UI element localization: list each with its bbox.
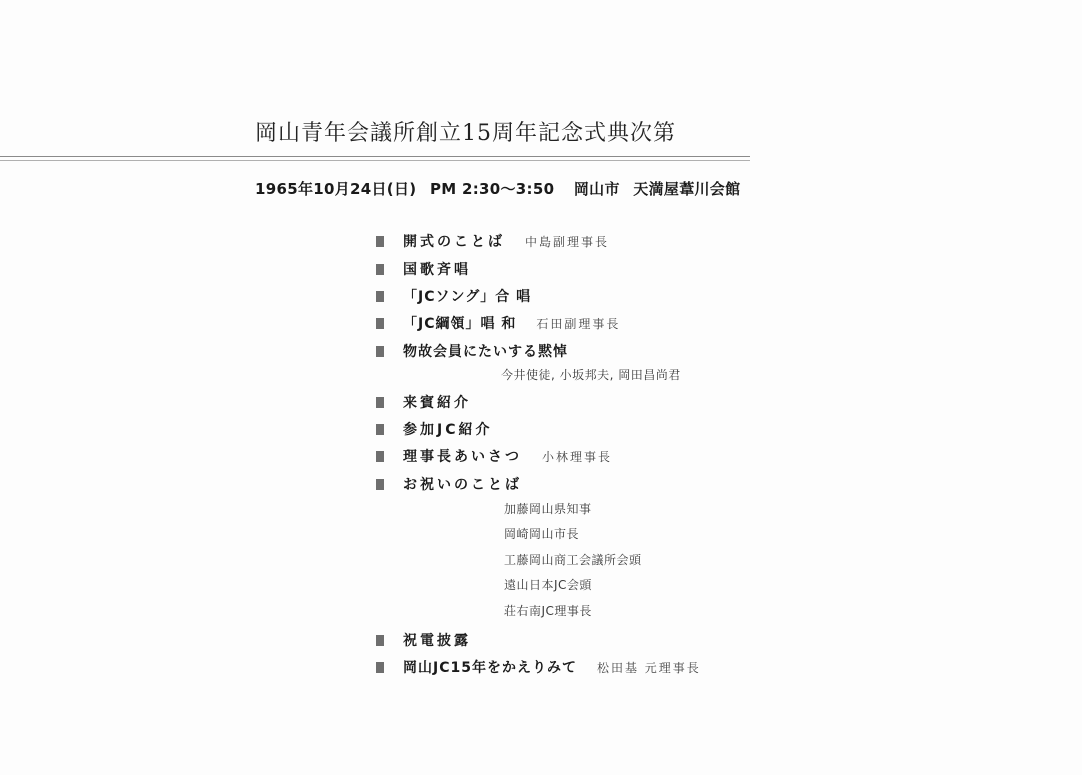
title-rule-bottom (0, 160, 750, 161)
title-rule-top (0, 156, 750, 157)
program-item-speaker: 中島副理事長 (525, 234, 610, 249)
bullet-square-icon (376, 346, 384, 357)
program-item-label: 来賓紹介 (403, 395, 471, 411)
bullet-square-icon (376, 291, 384, 302)
bullet-square-icon (376, 424, 384, 435)
program-item-label: 理事長あいさつ (403, 449, 522, 465)
program-item-president-greeting (376, 446, 612, 466)
program-item-label: お祝いのことば (403, 477, 522, 493)
program-item-jc-creed (376, 313, 620, 333)
congratulator-1: 加藤岡山県知事 (504, 502, 592, 516)
congratulator-2: 岡崎岡山市長 (504, 527, 580, 541)
program-item-label: 国歌斉唱 (403, 262, 471, 278)
bullet-square-icon (376, 264, 384, 275)
program-item-memorial (376, 341, 568, 361)
bullet-square-icon (376, 318, 384, 329)
program-item-guests (376, 392, 471, 412)
bullet-square-icon (376, 236, 384, 247)
program-item-telegrams (376, 630, 471, 650)
program-item-opening (376, 231, 609, 251)
document-title: 岡山青年会議所創立15周年記念式典次第 (255, 121, 676, 146)
bullet-square-icon (376, 397, 384, 408)
program-item-speaker: 松田基 元理事長 (596, 660, 701, 675)
program-item-participating-jc (376, 419, 492, 439)
bullet-square-icon (376, 451, 384, 462)
congratulator-4: 遠山日本JC会頭 (504, 578, 592, 592)
program-item-label: 参加JC紹介 (403, 422, 493, 438)
program-item-anthem (376, 259, 471, 279)
event-date: 1965年10月24日(日) (255, 180, 417, 198)
program-item-congratulations (376, 474, 522, 494)
event-info-line (255, 178, 748, 199)
program-item-label: 「JC綱領」唱 和 (403, 316, 517, 332)
event-time: PM 2:30～3:50 (429, 180, 555, 198)
program-item-label: 岡山JC15年をかえりみて (403, 660, 577, 676)
program-item-label: 祝電披露 (403, 633, 471, 649)
program-item-retrospective (376, 657, 701, 677)
program-item-label: 物故会員にたいする黙悼 (403, 344, 568, 360)
memorial-names: 今井使徒, 小坂邦夫, 岡田昌尚君 (501, 368, 681, 382)
congratulator-5: 荘右南JC理事長 (504, 604, 592, 618)
program-item-jc-song (376, 286, 531, 306)
event-venue: 天満屋葦川会館 (633, 180, 741, 198)
program-item-speaker: 石田副理事長 (536, 316, 621, 331)
program-item-label: 開式のことば (403, 234, 505, 250)
program-item-speaker: 小林理事長 (542, 449, 613, 464)
bullet-square-icon (376, 479, 384, 490)
congratulator-3: 工藤岡山商工会議所会頭 (504, 553, 642, 567)
event-city: 岡山市 (573, 180, 620, 198)
program-item-label: 「JCソング」合 唱 (403, 289, 532, 305)
bullet-square-icon (376, 635, 384, 646)
bullet-square-icon (376, 662, 384, 673)
